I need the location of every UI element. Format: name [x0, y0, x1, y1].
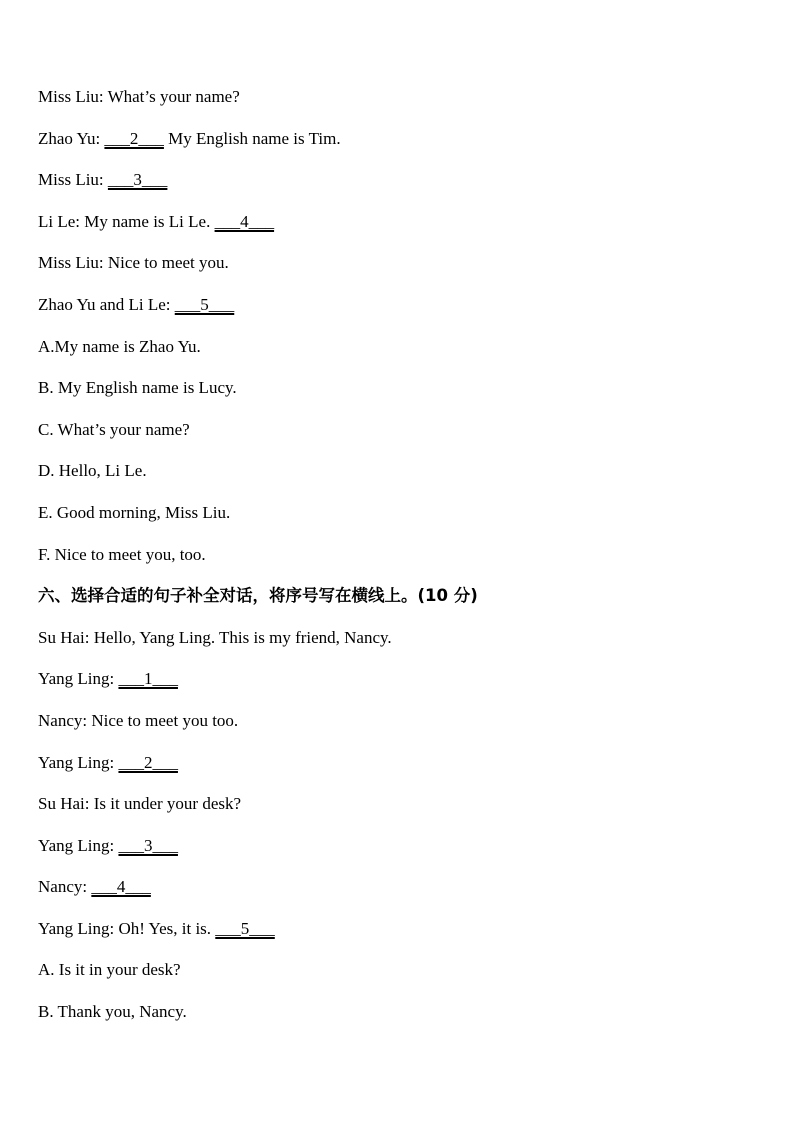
dialogue-line [38, 668, 758, 710]
answer-blank: ___2___ [118, 752, 178, 772]
answer-blank: ___5___ [174, 294, 235, 314]
dialogue-line [38, 211, 758, 253]
option-a: A.My name is Zhao Yu. [38, 336, 201, 356]
speaker-text: Yang Ling: [38, 835, 119, 855]
dialogue-line: Su Hai: Is it under your desk? [38, 794, 242, 814]
option-d: D. Hello, Li Le. [38, 461, 147, 481]
dialogue-line [38, 876, 758, 918]
dialogue-line [38, 294, 758, 336]
answer-blank: ___3___ [107, 170, 168, 190]
option-b: B. Thank you, Nancy. [38, 1002, 187, 1022]
option-a: A. Is it in your desk? [38, 960, 181, 980]
answer-blank: ___2___ [104, 128, 164, 148]
dialogue-line [38, 918, 758, 960]
dialogue-line: Su Hai: Hello, Yang Ling. This is my friend, Nancy. [38, 627, 392, 647]
option-b: B. My English name is Lucy. [38, 378, 237, 398]
speaker-text: Nancy: [38, 877, 92, 897]
speaker-text: Zhao Yu and Li Le: [38, 294, 175, 314]
speaker-text: Yang Ling: [38, 669, 119, 689]
worksheet-page [38, 86, 758, 1043]
dialogue-line [38, 128, 758, 170]
answer-blank: ___1___ [118, 669, 178, 689]
option-e: E. Good morning, Miss Liu. [38, 502, 231, 522]
dialogue-line [38, 752, 758, 794]
dialogue-line: Miss Liu: Nice to meet you. [38, 253, 229, 273]
answer-blank: ___4___ [91, 877, 151, 897]
speaker-text: Yang Ling: Oh! Yes, it is. [38, 918, 216, 938]
answer-blank: ___3___ [118, 835, 178, 855]
line-text: My English name is Tim. [163, 128, 341, 148]
dialogue-line [38, 169, 758, 211]
dialogue-line: Nancy: Nice to meet you too. [38, 710, 239, 730]
speaker-text: Li Le: My name is Li Le. [38, 211, 215, 231]
speaker-text: Yang Ling: [38, 752, 119, 772]
speaker-text: Zhao Yu: [38, 128, 105, 148]
answer-blank: ___5___ [215, 918, 275, 938]
answer-blank: ___4___ [214, 211, 275, 231]
section-heading: 六、选择合适的句子补全对话，将序号写在横线上。(10 分) [38, 586, 478, 606]
option-c: C. What’s your name? [38, 419, 190, 439]
option-f: F. Nice to meet you, too. [38, 544, 206, 564]
dialogue-line [38, 835, 758, 877]
dialogue-line: Miss Liu: What’s your name? [38, 87, 240, 106]
speaker-text: Miss Liu: [38, 170, 108, 190]
